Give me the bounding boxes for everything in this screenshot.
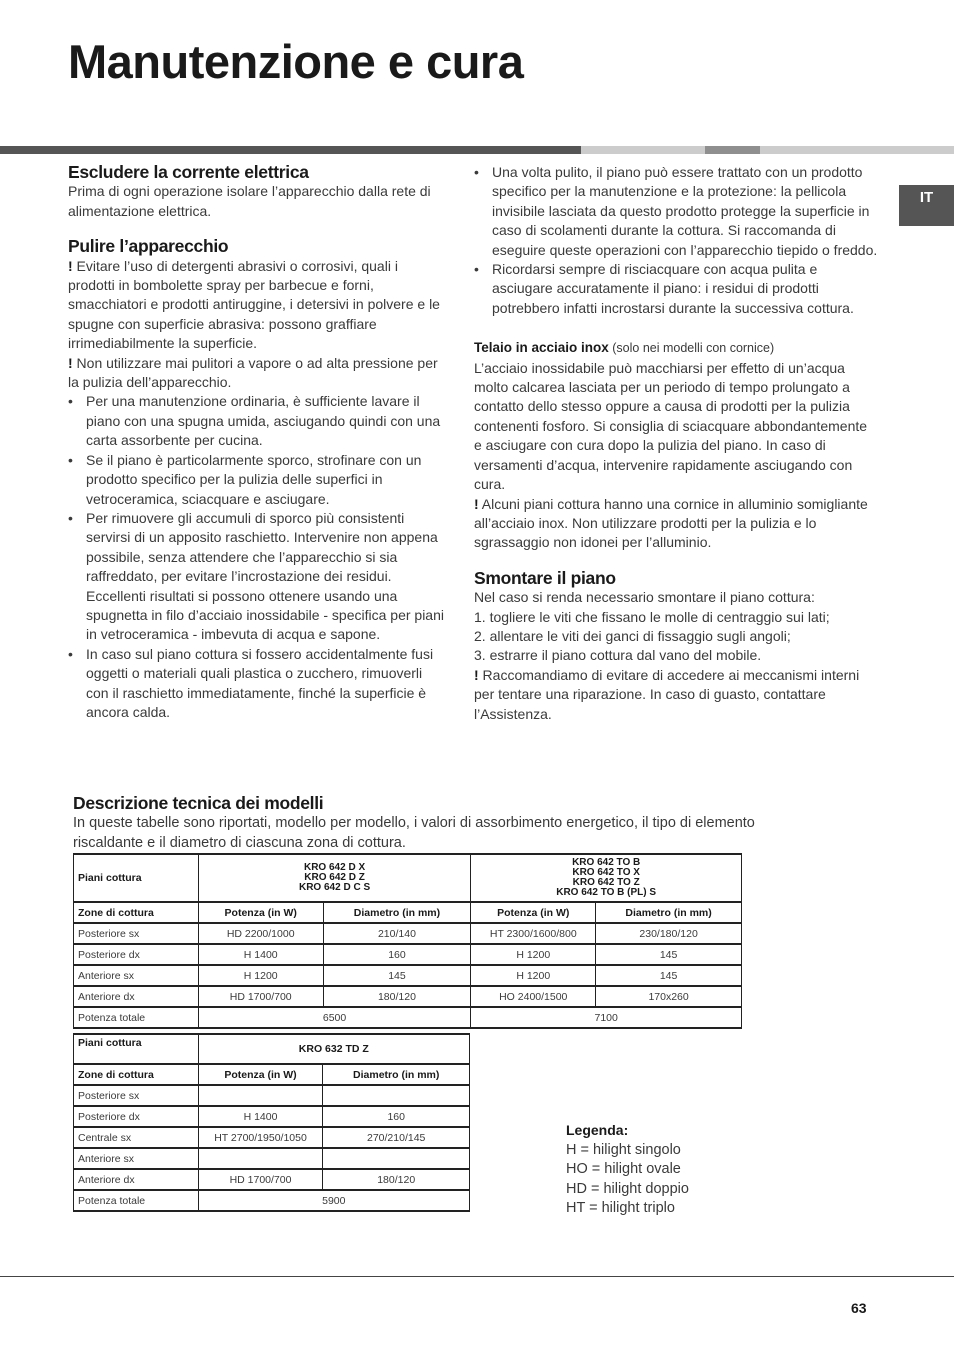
description-section	[73, 794, 813, 853]
section-text: L’acciaio inossidabile può macchiarsi per effetto di un’acqua molto calcarea lasciata per un periodo di tempo prolungato a contatto dello stesso oppure a causa di prodotti per la pulizia contenenti fosforo. Si consiglia di sciacquare abbondantemente e asciugare con cura dopo la pulizia del piano. In caso di versamenti d’acqua, intervenire rapidamente asciugando con cura.	[474, 359, 868, 493]
warning-icon: !	[474, 495, 479, 512]
list-item: • Per una manutenzione ordinaria, è sufficiente lavare il piano con una spugna umida, asciugando quindi con una carta assorbente per cucina.	[68, 392, 446, 450]
column-header: Potenza (in W)	[198, 902, 323, 923]
section-stainless-frame	[474, 338, 878, 552]
step-item: 2. allentare le viti dei ganci di fissaggio sugli angoli;	[474, 627, 791, 644]
list-item: • Per rimuovere gli accumuli di sporco più consistenti servirsi di un apposito raschietto. Intervenire non appena possibile, senza attendere che l’apparecchio si sia raffreddato, per evitare l’incrostazione dei residui. Eccellenti risultati si possono ottenere usando una spugnetta in filo d’acciaio inossidabile - specifica per piani in vetroceramica - imbevuta di acqua e sapone.	[68, 509, 446, 645]
table-row-total: Potenza totale 5900	[74, 1190, 470, 1211]
warning-icon: !	[68, 354, 73, 371]
model-header: KRO 632 TD Z	[198, 1034, 469, 1064]
section-title: Smontare il piano	[474, 567, 616, 588]
section-disassembly	[474, 569, 878, 724]
step-item: 1. togliere le viti che fissano le molle di centraggio sui lati;	[474, 608, 830, 625]
table-row: Posteriore sx	[74, 1085, 470, 1106]
column-header: Potenza (in W)	[471, 902, 596, 923]
right-column	[474, 163, 878, 724]
header-bar-light	[581, 146, 705, 154]
label-cell: Piani cottura	[74, 854, 199, 902]
table-row: Anteriore sx	[74, 1148, 470, 1169]
bullet-list	[474, 163, 878, 318]
section-title: Descrizione tecnica dei modelli	[73, 793, 324, 813]
step-item: 3. estrarre il piano cottura dal vano del mobile.	[474, 647, 762, 664]
spec-table-1	[73, 853, 742, 1029]
legend-item: H = hilight singolo	[566, 1141, 681, 1158]
column-header: Potenza (in W)	[198, 1064, 323, 1085]
section-text: In queste tabelle sono riportati, modello per modello, i valori di assorbimento energetico, il tipo di elemento riscaldante e il diametro di ciascuna zona di cottura.	[73, 815, 755, 851]
legend-item: HD = hilight doppio	[566, 1180, 689, 1197]
section-text: Nel caso si renda necessario smontare il piano cottura:	[474, 589, 815, 606]
table-row: Centrale sx HT 2700/1950/1050 270/210/145	[74, 1127, 470, 1148]
list-item: • Una volta pulito, il piano può essere trattato con un prodotto specifico per la manutenzione e la protezione: la pellicola invisibile lasciata da questo prodotto protegge la superficie in caso di scolamenti durante la cottura. Si raccomanda di eseguire queste operazioni con l’apparecchio tiepido o freddo.	[474, 163, 878, 260]
warning-paragraph: ! Raccomandiamo di evitare di accedere ai meccanismi interni per tentare una riparazione. In caso di guasto, contattare l’Assistenza.	[474, 666, 860, 722]
model-header-a: KRO 642 D X KRO 642 D Z KRO 642 D C S	[198, 854, 471, 902]
page-title: Manutenzione e cura	[68, 35, 524, 88]
table-row: Posteriore dx H 1400 160	[74, 1106, 470, 1127]
header-bar-mid	[705, 146, 760, 154]
table-row: Anteriore dx HD 1700/700 180/120	[74, 1169, 470, 1190]
list-item: • Se il piano è particolarmente sporco, strofinare con un prodotto specifico per la pulizia delle superfici in vetroceramica, sciacquare e asciugare.	[68, 451, 446, 509]
section-title: Escludere la corrente elettrica	[68, 162, 309, 182]
legend-item: HT = hilight triplo	[566, 1200, 675, 1216]
page-number: 63	[851, 1300, 867, 1316]
label-cell: Zone di cottura	[74, 902, 199, 923]
header-bar-dark	[0, 146, 581, 154]
header-bar-light-end	[760, 146, 954, 154]
model-header-b: KRO 642 TO B KRO 642 TO X KRO 642 TO Z KRO 642 TO B (PL) S	[471, 854, 742, 902]
label-cell: Zone di cottura	[74, 1064, 199, 1085]
table-row-total: Potenza totale 6500 7100	[74, 1007, 742, 1028]
table-row: Anteriore sx H 1200 145 H 1200 145	[74, 965, 742, 986]
column-header: Diametro (in mm)	[323, 1064, 470, 1085]
label-cell: Piani cottura	[74, 1034, 199, 1064]
language-tab: IT	[899, 185, 954, 226]
footer-divider	[0, 1276, 954, 1277]
legend-title: Legenda:	[566, 1122, 629, 1138]
legend	[566, 1121, 689, 1219]
bullet-list	[68, 392, 446, 722]
warning-paragraph: ! Evitare l’uso di detergenti abrasivi o corrosivi, quali i prodotti in bombolette spray per barbecue e forni, smacchiatori e prodotti antiruggine, i detersivi in polvere e le spugne con superficie abrasiva: possono graffiare irrimediabilmente la superficie.	[68, 257, 440, 352]
spec-table-2	[73, 1033, 470, 1212]
left-column	[68, 163, 446, 722]
legend-item: HO = hilight ovale	[566, 1161, 681, 1177]
list-item: • In caso sul piano cottura si fossero accidentalmente fusi oggetti o materiali quali plastica o zucchero, rimuoverli con il raschietto immediatamente, finché la superficie è ancora calda.	[68, 645, 446, 723]
section-cleaning	[68, 237, 446, 722]
section-text: Prima di ogni operazione isolare l’apparecchio dalla rete di alimentazione elettrica.	[68, 183, 431, 219]
warning-paragraph: ! Non utilizzare mai pulitori a vapore o ad alta pressione per la pulizia dell’apparecchio.	[68, 354, 438, 391]
warning-paragraph: ! Alcuni piani cottura hanno una cornice in alluminio somigliante all’acciaio inox. Non utilizzare prodotti per la pulizia e lo sgrassaggio non idonei per l’alluminio.	[474, 495, 868, 551]
section-title: Pulire l’apparecchio	[68, 236, 229, 257]
column-header: Diametro (in mm)	[596, 902, 742, 923]
section-electric	[68, 163, 446, 221]
section-note: (solo nei modelli con cornice)	[608, 341, 775, 356]
section-title: Telaio in acciaio inox	[474, 340, 609, 356]
warning-icon: !	[474, 666, 479, 683]
list-item: • Ricordarsi sempre di risciacquare con acqua pulita e asciugare accuratamente il piano: i residui di prodotti potrebbero infatti incrostarsi durante la successiva cottura.	[474, 260, 878, 318]
warning-icon: !	[68, 257, 73, 274]
column-header: Diametro (in mm)	[323, 902, 471, 923]
table-row: Posteriore dx H 1400 160 H 1200 145	[74, 944, 742, 965]
table-row: Posteriore sx HD 2200/1000 210/140 HT 2300/1600/800 230/180/120	[74, 923, 742, 944]
table-row: Anteriore dx HD 1700/700 180/120 HO 2400/1500 170x260	[74, 986, 742, 1007]
